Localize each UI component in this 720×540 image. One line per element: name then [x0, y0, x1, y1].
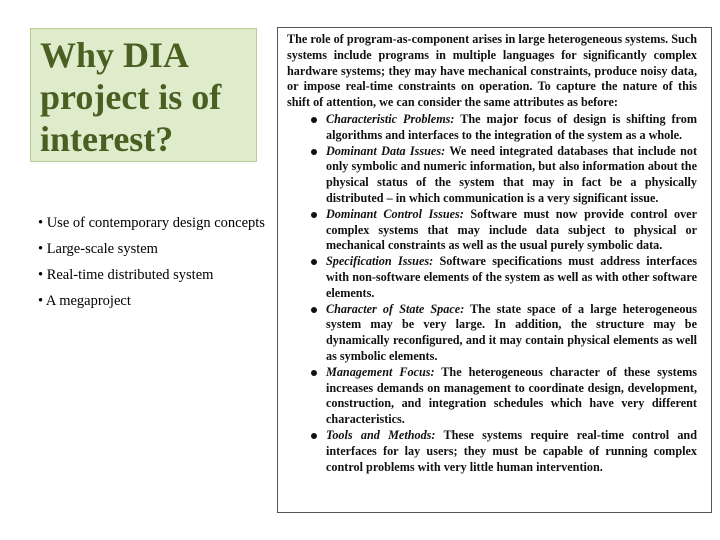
attribute-text: We need integrated databases that include not only symbolic and numeric information, but also information about the physical status of the system that may in fact be a physically distributed – in which communication is a very significant issue.: [326, 143, 698, 205]
attribute-text: These systems require real-time control and interfaces for lay users; they must be capable of running complex control problems with very little human intervention.: [326, 427, 697, 474]
bullet-item: • Large-scale system: [38, 241, 158, 257]
attribute-item: [287, 207, 697, 254]
attribute-term: Character of State Space:: [326, 301, 465, 316]
bullet-dot-icon: [311, 259, 317, 265]
attribute-term: Characteristic Problems:: [326, 111, 455, 126]
attribute-text: The major focus of design is shifting from algorithms and interfaces to the integration of the system as a whole.: [326, 111, 697, 142]
bullet-list: [38, 212, 266, 316]
bullet-dot-icon: [311, 307, 317, 313]
scanned-excerpt: [277, 27, 712, 513]
bullet-dot-icon: [311, 433, 317, 439]
attribute-item: [287, 254, 697, 301]
attribute-term: Dominant Control Issues:: [326, 206, 464, 221]
attribute-text: Software specifications must address interfaces with non-software elements of the system as well as with other software elements.: [326, 254, 698, 300]
attribute-term: Tools and Methods:: [326, 427, 436, 442]
attribute-text: The state space of a large heterogeneous system may be very large. In addition, the structure may be dynamically reconfigured, and it may contain physical elements as well as symbolic elements.: [326, 301, 697, 363]
bullet-dot-icon: [311, 117, 317, 123]
attribute-item: [287, 365, 697, 428]
attribute-item: [287, 112, 697, 144]
slide-title: Why DIA project is of interest?: [40, 35, 222, 159]
bullet-dot-icon: [311, 149, 317, 155]
attribute-item: [287, 144, 697, 207]
bullet-item: • Real-time distributed system: [38, 267, 214, 283]
attribute-term: Management Focus:: [326, 364, 435, 379]
bullet-dot-icon: [311, 370, 317, 376]
bullet-dot-icon: [311, 212, 317, 218]
attribute-term: Dominant Data Issues:: [326, 143, 446, 158]
attribute-term: Specification Issues:: [326, 254, 434, 269]
attribute-text: Software must now provide control over complex systems that may include data subject to physical or mechanical constraints as well as the usual purely symbolic data.: [326, 206, 697, 253]
attribute-list: [287, 112, 697, 475]
slide-title-box: [30, 28, 257, 162]
attribute-item: [287, 302, 697, 365]
excerpt-intro: The role of program-as-component arises in large heterogeneous systems. Such systems include programs in multiple languages for significantly complex hardware systems; they may have mechanical constraints, produce noisy data, or impose real-time constraints on operation. To capture the nature of this shift of attention, we can consider the same attributes as before:: [287, 32, 697, 110]
bullet-item: • A megaproject: [38, 293, 131, 309]
bullet-item: • Use of contemporary design concepts: [38, 215, 265, 231]
attribute-text: The heterogeneous character of these systems increases demands on management to coordinate design, development, construction, and integration schedules which have very different characteristics.: [326, 364, 698, 427]
attribute-item: [287, 428, 697, 475]
